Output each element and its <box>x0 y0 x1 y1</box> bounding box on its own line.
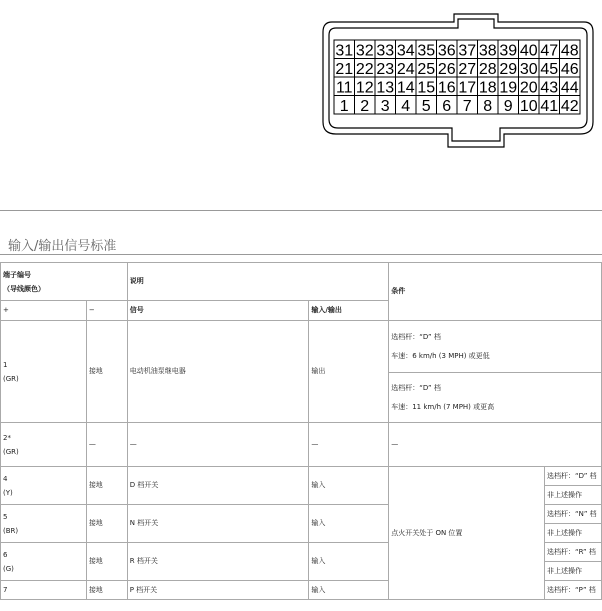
terminal-plus <box>1 423 87 467</box>
pin-number: 42 <box>560 97 579 115</box>
terminal-number: 5 <box>3 512 8 521</box>
pin-number: 24 <box>396 60 415 78</box>
terminal-plus <box>1 543 87 581</box>
terminal-header-title: 端子编号 <box>3 270 31 279</box>
pin-number: 39 <box>499 42 518 60</box>
signal-header: 信号 <box>127 301 309 321</box>
pin-number: 46 <box>560 60 579 78</box>
io-type: — <box>309 423 389 467</box>
pin-number: 47 <box>540 42 559 60</box>
pin-number: 9 <box>503 97 513 115</box>
terminal-minus: — <box>86 423 127 467</box>
pin-number: 26 <box>437 60 456 78</box>
pin-number: 25 <box>417 60 436 78</box>
pin-number: 23 <box>376 60 395 78</box>
pin-number: 1 <box>339 97 349 115</box>
sub-condition: 选档杆：“D” 档 <box>544 467 601 486</box>
io-type: 输出 <box>309 321 389 423</box>
group-condition: 点火开关处于 ON 位置 <box>389 467 545 600</box>
pin-number: 14 <box>396 79 415 97</box>
terminal-minus: 接地 <box>86 581 127 600</box>
io-header: 输入/输出 <box>309 301 389 321</box>
top-divider <box>0 210 602 211</box>
terminal-header-sub: （导线颜色） <box>3 284 45 293</box>
pin-grid <box>334 40 580 115</box>
pin-number: 17 <box>458 79 477 97</box>
condition-line: 选档杆：“D” 档 <box>391 384 441 393</box>
pin-number: 32 <box>355 42 374 60</box>
sub-condition: 非上述操作 <box>544 562 601 581</box>
title-underline <box>0 254 602 255</box>
signal-name: 电动机油泵继电器 <box>127 321 309 423</box>
terminal-minus: 接地 <box>86 543 127 581</box>
io-signal-table <box>0 262 602 600</box>
pin-number: 3 <box>380 97 390 115</box>
io-type: 输入 <box>309 543 389 581</box>
terminal-minus: 接地 <box>86 467 127 505</box>
pin-number: 15 <box>417 79 436 97</box>
pin-number: 2 <box>360 97 370 115</box>
pin-number: 28 <box>478 60 497 78</box>
io-type: 输入 <box>309 467 389 505</box>
pin-number: 8 <box>483 97 493 115</box>
pin-number: 40 <box>519 42 538 60</box>
signal-name: R 档开关 <box>127 543 309 581</box>
condition-line: 车速：6 km/h (3 MPH) 或更低 <box>391 351 490 360</box>
terminal-header <box>1 263 128 301</box>
wire-color: (G) <box>3 564 14 573</box>
terminal-number: 1 <box>3 360 8 369</box>
pin-number: 41 <box>540 97 559 115</box>
pin-number: 29 <box>499 60 518 78</box>
wire-color: (GR) <box>3 374 19 383</box>
condition <box>389 321 602 373</box>
terminal-minus: 接地 <box>86 505 127 543</box>
terminal-minus: 接地 <box>86 321 127 423</box>
pin-number: 43 <box>540 79 559 97</box>
pin-number: 31 <box>335 42 354 60</box>
pin-number: 5 <box>421 97 431 115</box>
minus-header: − <box>86 301 127 321</box>
condition <box>389 373 602 423</box>
pin-number: 48 <box>560 42 579 60</box>
sub-condition: 选档杆：“P” 档 <box>544 581 601 600</box>
signal-name: — <box>127 423 309 467</box>
sub-condition: 选档杆：“N” 档 <box>544 505 601 524</box>
pin-number: 12 <box>355 79 374 97</box>
io-type: 输入 <box>309 581 389 600</box>
pin-number: 38 <box>478 42 497 60</box>
pin-number: 35 <box>417 42 436 60</box>
io-type: 输入 <box>309 505 389 543</box>
pin-number: 20 <box>519 79 538 97</box>
wire-color: (GR) <box>3 447 19 456</box>
pin-number: 6 <box>442 97 452 115</box>
pin-number: 10 <box>519 97 538 115</box>
pin-number: 44 <box>560 79 579 97</box>
condition-line: 车速：11 km/h (7 MPH) 或更高 <box>391 402 495 411</box>
terminal-number: 6 <box>3 550 8 559</box>
condition-header: 条件 <box>389 263 602 321</box>
pin-number: 18 <box>478 79 497 97</box>
pin-number: 36 <box>437 42 456 60</box>
sub-condition: 非上述操作 <box>544 524 601 543</box>
pin-number: 11 <box>335 79 353 97</box>
pin-number: 22 <box>355 60 374 78</box>
plus-header: + <box>1 301 87 321</box>
terminal-number: 2* <box>3 433 11 442</box>
signal-name: N 档开关 <box>127 505 309 543</box>
signal-name: D 档开关 <box>127 467 309 505</box>
section-title: 输入/输出信号标准 <box>8 239 117 254</box>
pin-number: 13 <box>376 79 395 97</box>
pin-number: 4 <box>401 97 411 115</box>
sub-condition: 非上述操作 <box>544 486 601 505</box>
wire-color: (BR) <box>3 526 19 535</box>
signal-name: P 档开关 <box>127 581 309 600</box>
terminal-plus <box>1 467 87 505</box>
pin-number: 34 <box>396 42 415 60</box>
pin-number: 45 <box>540 60 559 78</box>
pin-number: 21 <box>335 60 354 78</box>
pin-number: 27 <box>458 60 477 78</box>
sub-condition: 选档杆：“R” 档 <box>544 543 601 562</box>
terminal-plus: 7 <box>1 581 87 600</box>
wire-color: (Y) <box>3 488 13 497</box>
pin-number: 37 <box>458 42 477 60</box>
desc-header: 说明 <box>127 263 388 301</box>
pin-number: 19 <box>499 79 518 97</box>
terminal-plus <box>1 321 87 423</box>
condition: — <box>389 423 602 467</box>
condition-line: 选档杆：“D” 档 <box>391 333 441 342</box>
terminal-number: 4 <box>3 474 8 483</box>
pin-number: 7 <box>462 97 472 115</box>
pin-number: 16 <box>437 79 456 97</box>
pin-number: 30 <box>519 60 538 78</box>
connector-pin-diagram <box>318 10 598 152</box>
pin-number: 33 <box>376 42 395 60</box>
terminal-plus <box>1 505 87 543</box>
